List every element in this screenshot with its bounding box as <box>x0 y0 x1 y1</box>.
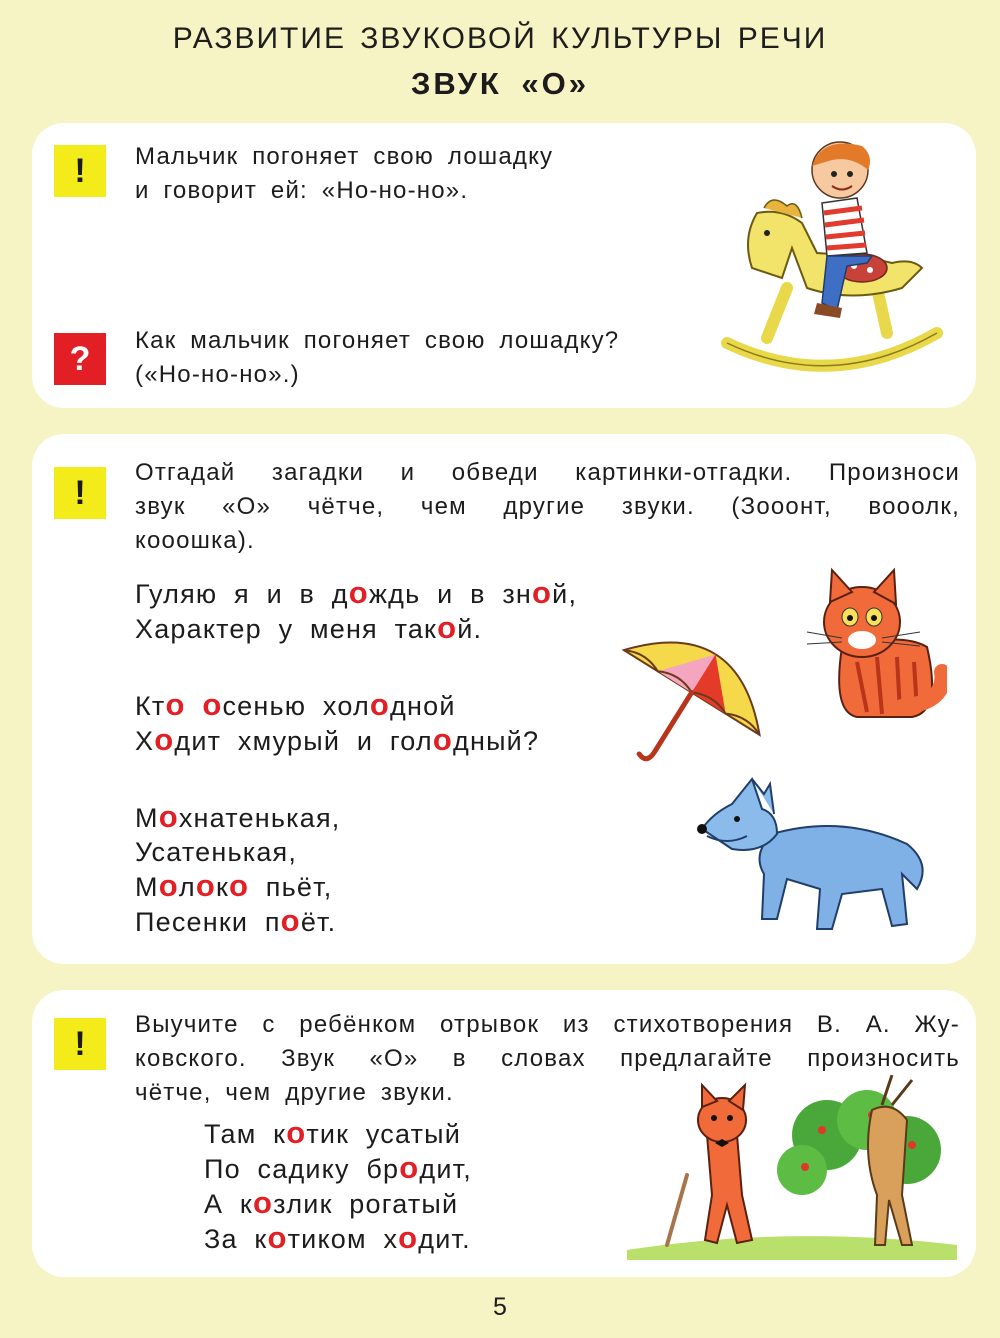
text-line: Мальчик погоняет свою лошадку <box>135 143 554 170</box>
verse-text: По садику бр <box>204 1154 400 1184</box>
verse-text: дной <box>390 691 456 721</box>
verse-text: За к <box>204 1224 268 1254</box>
question-text <box>135 324 695 392</box>
verse-text: Песенки п <box>135 907 281 937</box>
verse-line <box>135 835 340 869</box>
verse-text: М <box>135 803 159 833</box>
verse-text: ждь и в зн <box>368 579 533 609</box>
exclamation-badge: ! <box>54 467 106 519</box>
verse-text: дит. <box>418 1224 471 1254</box>
verse-text: пьёт, <box>249 872 333 902</box>
verse-text: тик усатый <box>306 1119 462 1149</box>
text-line: Отгадай загадки и обведи картинки-отгадки. Произноси <box>135 459 960 486</box>
verse-text: й, <box>552 579 578 609</box>
highlighted-vowel: о <box>195 868 216 903</box>
highlighted-vowel: о <box>286 1115 307 1150</box>
highlighted-vowel: о <box>432 722 453 757</box>
highlighted-vowel: о <box>267 1220 288 1255</box>
verse-line <box>135 576 577 611</box>
verse-text: злик рогатый <box>273 1189 459 1219</box>
question-badge: ? <box>54 333 106 385</box>
verse-text: сенью хол <box>222 691 370 721</box>
verse-line <box>135 800 340 835</box>
verse-text: хнатенькая, <box>178 803 341 833</box>
verse-line <box>135 688 539 723</box>
highlighted-vowel: о <box>158 868 179 903</box>
exclamation-badge: ! <box>54 1018 106 1070</box>
verse-text: ёт. <box>300 907 337 937</box>
verse-line <box>135 869 340 904</box>
highlighted-vowel: о <box>398 1220 419 1255</box>
verse-text: дит, <box>419 1154 472 1184</box>
verse-text: Кт <box>135 691 166 721</box>
verse-text: А к <box>204 1189 253 1219</box>
verse-line <box>204 1221 472 1256</box>
highlighted-vowel: о <box>369 687 391 722</box>
verse-text: й. <box>457 614 483 644</box>
verse-text: Усатенькая, <box>135 837 298 867</box>
verse-line <box>204 1116 472 1151</box>
page-title: ЗВУК «О» <box>410 66 590 101</box>
text-line: ковского. Звук «О» в словах предлагайте произносить <box>135 1045 960 1072</box>
instruction-text <box>135 456 960 558</box>
poem-verse <box>204 1116 472 1256</box>
highlighted-vowel: о <box>202 687 223 722</box>
verse-line <box>135 723 539 758</box>
section-title: РАЗВИТИЕ ЗВУКОВОЙ КУЛЬТУРЫ РЕЧИ <box>172 22 828 55</box>
highlighted-vowel: о <box>532 575 553 610</box>
highlighted-vowel: о <box>399 1150 420 1185</box>
verse-line <box>204 1151 472 1186</box>
riddle-wolf <box>135 688 539 758</box>
highlighted-vowel: о <box>154 722 175 757</box>
verse-text <box>186 691 203 721</box>
text-line: («Но-но-но».) <box>135 361 300 388</box>
card-poem <box>32 990 976 1277</box>
card-horse <box>32 123 976 408</box>
verse-text: М <box>135 872 159 902</box>
highlighted-vowel: о <box>437 610 458 645</box>
instruction-text <box>135 140 655 208</box>
verse-text: дит хмурый и гол <box>174 726 433 756</box>
verse-text: Гуляю я и в д <box>135 579 349 609</box>
verse-text: дный? <box>453 726 540 756</box>
verse-text: к <box>215 872 229 902</box>
boy-on-rocking-horse-icon <box>712 138 952 393</box>
verse-line <box>135 904 340 939</box>
exclamation-badge: ! <box>54 145 106 197</box>
highlighted-vowel: о <box>280 903 301 938</box>
highlighted-vowel: о <box>158 799 179 834</box>
verse-line <box>135 611 577 646</box>
text-line: Как мальчик погоняет свою лошадку? <box>135 327 620 354</box>
wolf-icon <box>692 774 942 934</box>
verse-text: Характер у меня так <box>135 614 438 644</box>
page-header <box>0 22 1000 102</box>
text-line: звук «О» чётче, чем другие звуки. (Зооонт, вооолк, <box>135 493 960 520</box>
highlighted-vowel: о <box>228 868 250 903</box>
verse-text: тиком х <box>287 1224 399 1254</box>
text-line: чётче, чем другие звуки. <box>135 1079 454 1106</box>
text-line: Выучите с ребёнком отрывок из стихотворения В. А. Жу- <box>135 1011 960 1038</box>
cat-icon <box>802 552 947 727</box>
umbrella-icon <box>607 634 777 774</box>
verse-text: Х <box>135 726 155 756</box>
page-number: 5 <box>493 1293 507 1321</box>
text-line: кооошка). <box>135 527 255 554</box>
cat-and-goat-icon <box>627 1075 957 1260</box>
verse-text: л <box>178 872 196 902</box>
verse-text: Там к <box>204 1119 287 1149</box>
riddle-cat <box>135 800 340 939</box>
highlighted-vowel: о <box>165 687 186 722</box>
highlighted-vowel: о <box>348 575 369 610</box>
highlighted-vowel: о <box>252 1185 274 1220</box>
card-riddles <box>32 434 976 964</box>
text-line: и говорит ей: «Но-но-но». <box>135 177 469 204</box>
verse-line <box>204 1186 472 1221</box>
riddle-umbrella <box>135 576 577 646</box>
